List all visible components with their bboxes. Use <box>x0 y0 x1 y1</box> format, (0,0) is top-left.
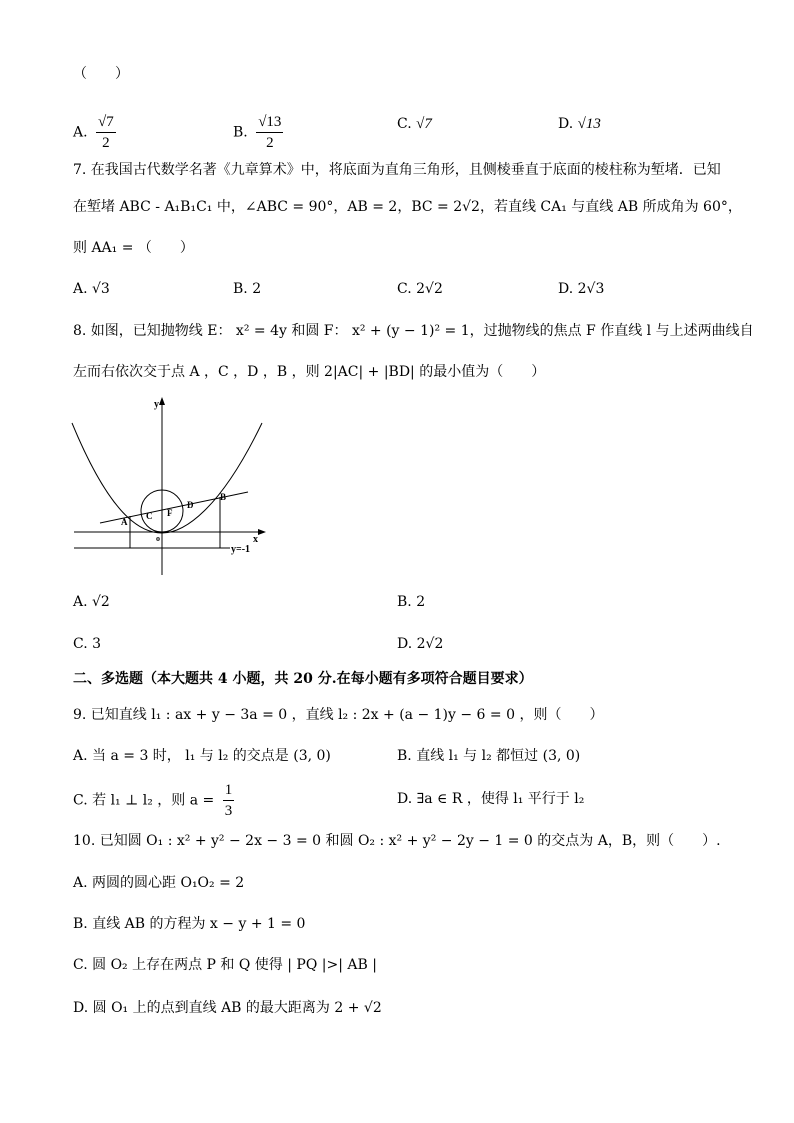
q6-option-c-value: √7 <box>416 116 432 132</box>
point-f-label: F <box>167 508 173 518</box>
q9-option-d: D. ∃a ∈ R ，使得 l₁ 平行于 l₂ <box>397 791 585 807</box>
q6-option-b-denominator: 2 <box>266 135 274 151</box>
q7-option-a: A. √3 <box>73 281 110 297</box>
q8-option-c: C. 3 <box>73 636 102 652</box>
q6-option-c-label: C. <box>397 116 412 132</box>
q9-option-a: A. 当 a = 3 时， l₁ 与 l₂ 的交点是 (3, 0) <box>73 748 331 764</box>
x-axis-arrow <box>258 529 266 535</box>
q7-option-d: D. 2√3 <box>558 281 605 297</box>
q10-option-a: A. 两圆的圆心距 O₁O₂ = 2 <box>73 875 245 891</box>
q6-option-b <box>233 112 283 153</box>
q6-option-b-numerator: √13 <box>256 112 283 133</box>
q10-option-b: B. 直线 AB 的方程为 x − y + 1 = 0 <box>73 916 306 932</box>
q9-option-c-denominator: 3 <box>224 803 233 819</box>
q8-stem-line1: 8. 如图，已知抛物线 E： x² = 4y 和圆 F： x² + (y − 1)² = 1，过抛物线的焦点 F 作直线 l 与上述两曲线自 <box>73 323 754 339</box>
q9-stem: 9. 已知直线 l₁ : ax + y − 3a = 0 ，直线 l₂ : 2x + (a − 1)y − 6 = 0 ，则（ ） <box>73 707 604 723</box>
x-axis-label: x <box>253 534 258 545</box>
q7-stem-line1: 7. 在我国古代数学名著《九章算术》中，将底面为直角三角形，且侧棱垂直于底面的棱柱称为堑堵．已知 <box>73 162 721 178</box>
q6-option-c <box>397 114 432 134</box>
q6-option-a-denominator: 2 <box>102 135 110 151</box>
q7-option-b: B. 2 <box>233 281 262 297</box>
q9-option-c <box>73 780 234 821</box>
q8-option-b: B. 2 <box>397 594 426 610</box>
q10-stem: 10. 已知圆 O₁ : x² + y² − 2x − 3 = 0 和圆 O₂ : x² + y² − 2y − 1 = 0 的交点为 A，B，则（ ）. <box>73 833 721 849</box>
q9-option-c-fraction <box>223 780 235 821</box>
parabola-circle-figure <box>70 395 270 580</box>
origin-label: o <box>156 534 160 543</box>
q8-stem-line2: 左而右依次交于点 A ，C ，D ，B ，则 2|AC| + |BD| 的最小值为（ ） <box>73 364 546 380</box>
q7-option-c: C. 2√2 <box>397 281 443 297</box>
y-axis-arrow <box>159 397 165 405</box>
q8-option-d: D. 2√2 <box>397 636 444 652</box>
q7-stem-line3: 则 AA₁ = （ ） <box>73 240 194 256</box>
q9-option-c-numerator: 1 <box>223 780 235 801</box>
q6-option-d-label: D. <box>558 116 574 132</box>
y-axis-label: y <box>154 399 159 410</box>
q6-option-a <box>73 112 116 153</box>
directrix-label: y=-1 <box>231 544 251 555</box>
q6-option-b-fraction <box>256 112 283 153</box>
q6-option-a-numerator: √7 <box>96 112 116 133</box>
q6-option-d-value: √13 <box>577 116 601 132</box>
q9-option-c-text: C. 若 l₁ ⊥ l₂ ，则 a = <box>73 792 215 809</box>
point-a-label: A <box>121 517 128 527</box>
q6-answer-paren: （ ） <box>73 66 129 82</box>
q9-option-b: B. 直线 l₁ 与 l₂ 都恒过 (3, 0) <box>397 748 581 764</box>
point-c-label: C <box>146 511 153 521</box>
point-b-label: B <box>220 492 227 502</box>
q10-option-d: D. 圆 O₁ 上的点到直线 AB 的最大距离为 2 + √2 <box>73 1000 382 1016</box>
q6-option-a-fraction <box>96 112 116 153</box>
q6-option-b-label: B. <box>233 124 248 141</box>
q6-option-a-label: A. <box>73 124 88 141</box>
q10-option-c: C. 圆 O₂ 上存在两点 P 和 Q 使得 | PQ |>| AB | <box>73 957 377 973</box>
q6-option-d <box>558 114 601 134</box>
q8-option-a: A. √2 <box>73 594 110 610</box>
point-d-label: D <box>187 500 194 510</box>
section-heading-multi-choice: 二、多选题（本大题共 4 小题，共 20 分.在每小题有多项符合题目要求） <box>73 671 533 687</box>
q7-stem-line2: 在堑堵 ABC - A₁B₁C₁ 中，∠ABC = 90°，AB = 2，BC = 2√2，若直线 CA₁ 与直线 AB 所成角为 60°， <box>73 199 742 215</box>
